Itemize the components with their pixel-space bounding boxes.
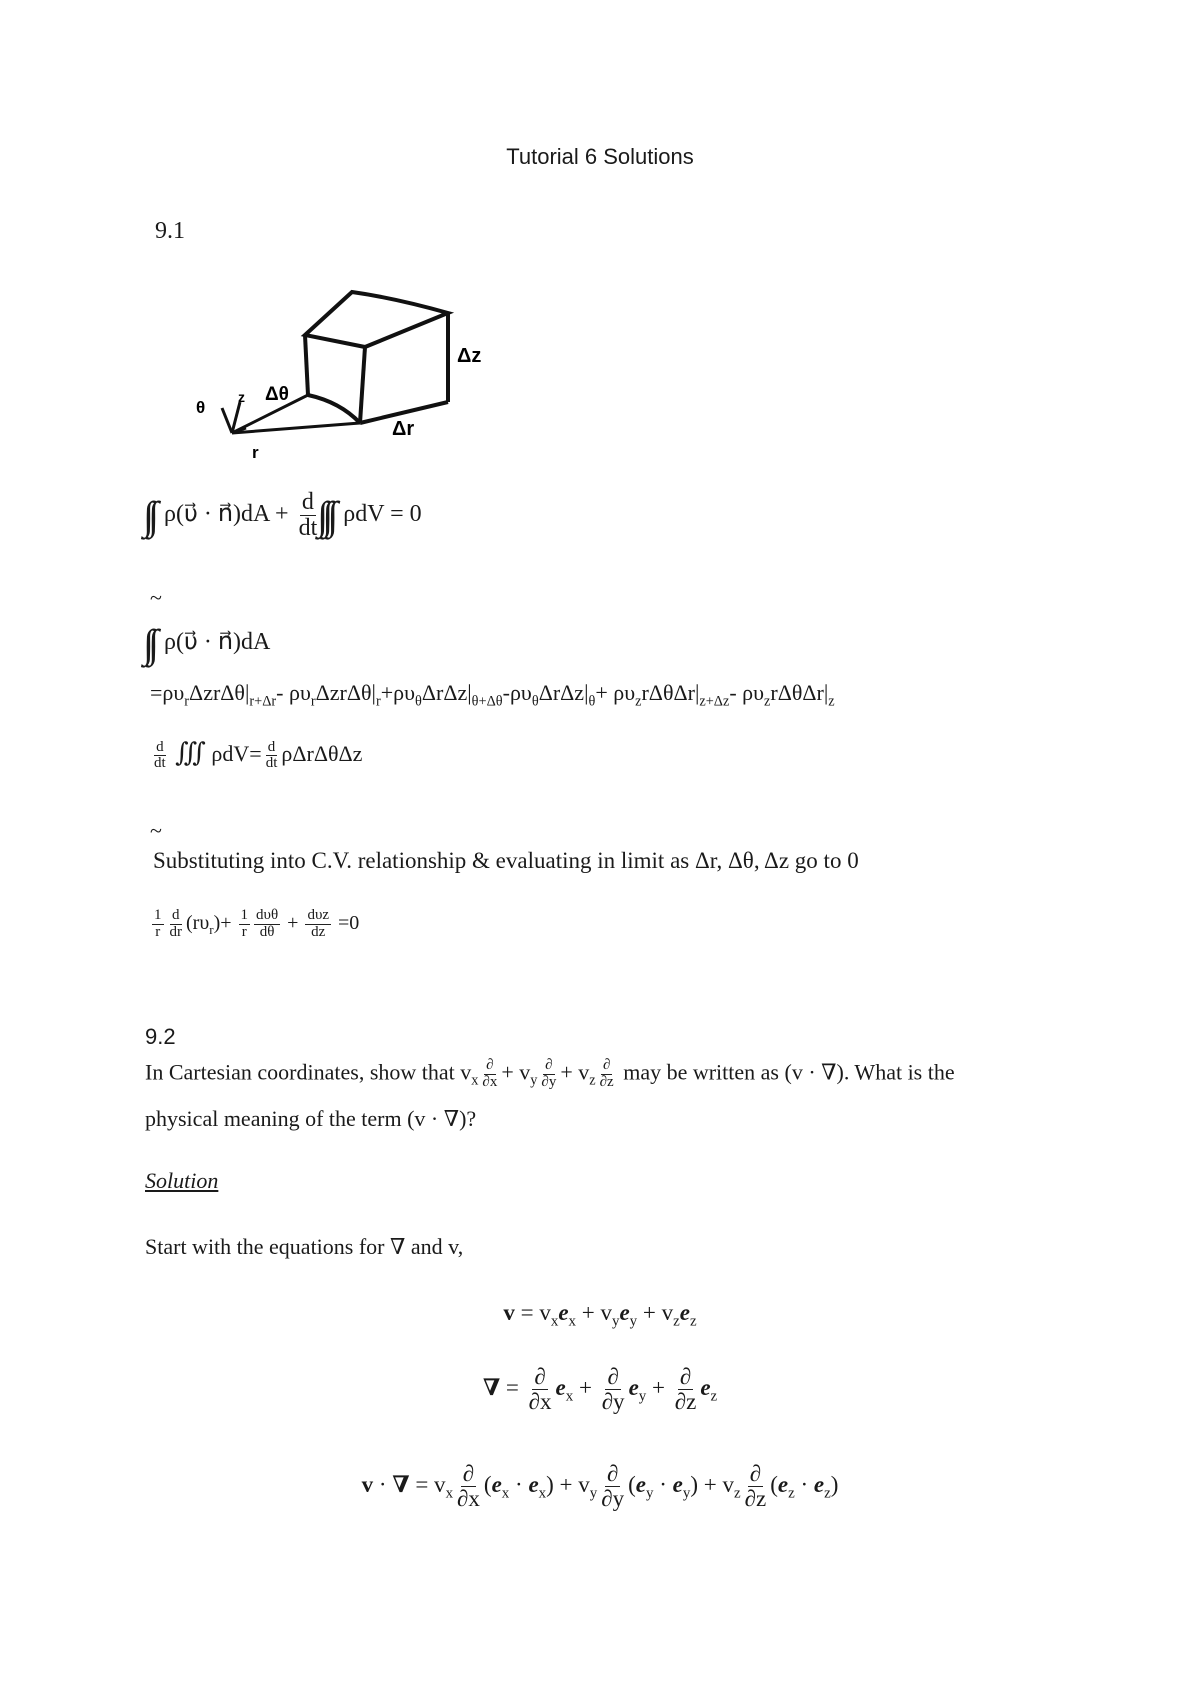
control-volume-figure [180, 280, 510, 480]
dr-label: Δr [392, 418, 415, 440]
theta-axis-label: θ [196, 398, 206, 417]
nabla-operator-equation: ∇ = $\frac{\partial}{\partial x}$ $e_x$ + $\frac{\partial}{\partial y}$ $e_y$ + $\frac{\partial}{\partial z}$ $e_z$ [482, 1364, 718, 1415]
surface-integral-expansion: $=\rho\upsilon_r\Delta zr\Delta\theta|_{r+\Delta r}-$ $\rho\upsilon_r\Delta zr\Delta\theta|_r+\rho\upsilon_\theta\Delta r\Delta z|_{\theta+\Delta\theta}-\rho\upsilon_\theta\Delta r\Delta z|_\theta+ \rho\upsilon_zr\Delta\theta\Delta r|_{z+\Delta z}-$ $\rho\upsilon_zr\Delta\theta\Delta r|_z$ [150, 680, 835, 710]
dot-product-equation: v · ∇ = $v_x$ $\frac{\partial}{\partial x}$ $(e_x \cdot e_x) + v_y$ $\frac{\partial}{\partial y}$ $(e_y \cdot e_y) + v_z$ $\frac{\partial}{\partial z}$ $(e_z \cdot e_z)$ [361, 1461, 839, 1512]
tilde-mark: ~ [150, 585, 162, 610]
r-axis-label: r [252, 443, 259, 462]
section-number-9-1: 9.1 [155, 218, 185, 244]
dz-label: Δz [457, 345, 482, 367]
volume-integral-equation: $\frac{d}{dt}$ ∭ ρdV= $\frac{d}{dt}$ ρΔrΔθΔz [154, 738, 363, 772]
solution-heading: Solution [145, 1168, 219, 1193]
dtheta-label: Δθ [265, 384, 289, 405]
surface-integral-equation: ρ(υ⃗ · n⃗)dA [164, 629, 271, 656]
z-axis-label: z [238, 389, 245, 405]
cylindrical-continuity-equation: $\frac{1}{r}$ $\frac{d}{dr}$ $(r\upsilon_r)+$ $\frac{1}{r}$ $\frac{\text{dυθ}}{d\theta}$ + $\frac{\text{dυz}}{dz}$ =0 [154, 907, 360, 940]
question-line-2: physical meaning of the term (v · ∇)? [145, 1106, 477, 1131]
continuity-integral-equation: ρ(υ⃗ · n⃗)dA + $\frac{d}{dt}$ ρdV = 0 [164, 489, 422, 542]
start-text: Start with the equations for ∇ and v, [145, 1234, 464, 1259]
substitution-text: Substituting into C.V. relationship & evaluating in limit as Δr, Δθ, Δz go to 0 [153, 848, 859, 873]
question-line-1: In Cartesian coordinates, show that $v_x$ $\frac{\partial}{\partial x}$ + $v_y$ $\frac{\partial}{\partial y}$ + $v_z$ $\frac{\partial}{\partial z}$ may be written as (v · ∇). What is the [145, 1057, 955, 1090]
section-number-9-2: 9.2 [145, 1024, 176, 1049]
velocity-vector-equation: $v = v_xe_x + v_ye_y + v_ze_z$ [503, 1300, 697, 1330]
tilde-mark-2: ~ [150, 818, 162, 843]
page-title: Tutorial 6 Solutions [506, 144, 694, 169]
